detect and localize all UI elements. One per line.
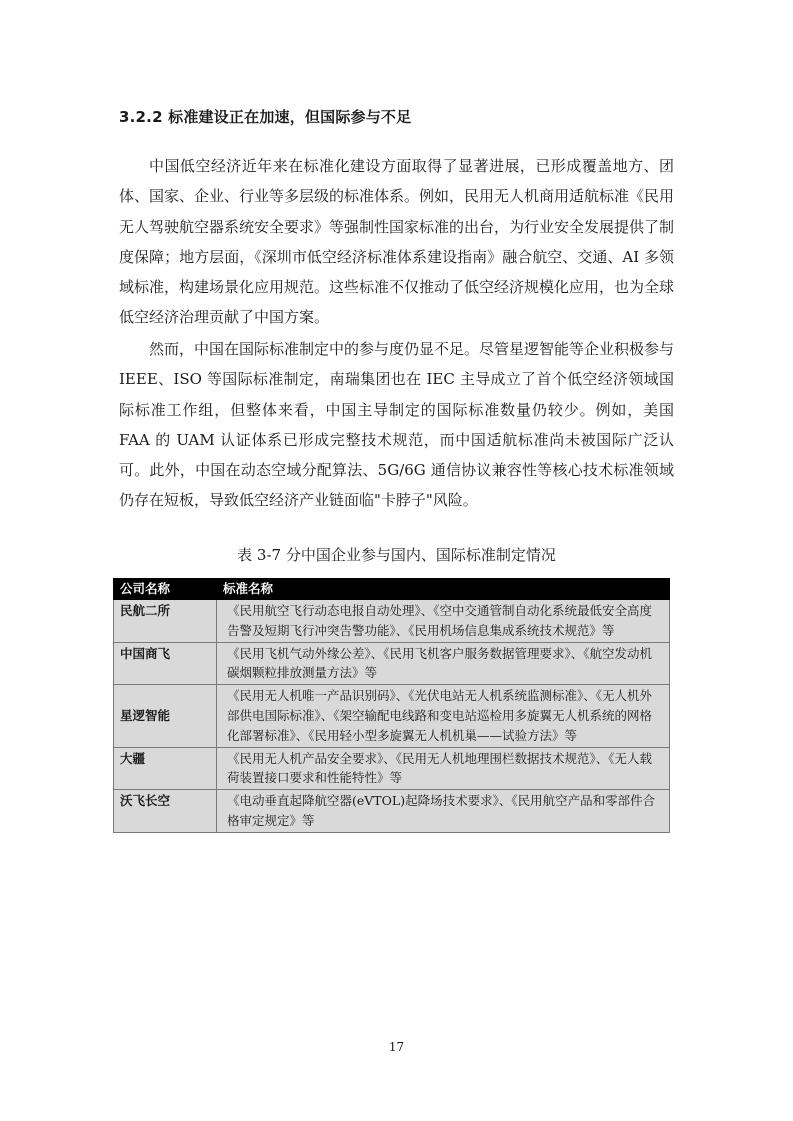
page-number: 17: [388, 1040, 405, 1054]
standards-cell: 《电动垂直起降航空器(eVTOL)起降场技术要求》、《民用航空产品和零部件合格审定规定》等: [217, 790, 670, 833]
standards-cell: 《民用无人机产品安全要求》、《民用无人机地理围栏数据技术规范》、《无人载荷装置接口要求和性能特性》等: [217, 747, 670, 790]
company-cell: 中国商飞: [114, 642, 217, 685]
company-cell: 星逻智能: [114, 685, 217, 747]
table-row: [114, 642, 670, 685]
company-cell: 民航二所: [114, 600, 217, 643]
standards-cell: 《民用航空飞行动态电报自动处理》、《空中交通管制自动化系统最低安全高度告警及短期飞行冲突告警功能》、《民用机场信息集成系统技术规范》等: [217, 600, 670, 643]
body-paragraph: 中国低空经济近年来在标准化建设方面取得了显著进展，已形成覆盖地方、团体、国家、企业、行业等多层级的标准体系。例如，民用无人机商用适航标准《民用无人驾驶航空器系统安全要求》等强制性国家标准的出台，为行业安全发展提供了制度保障；地方层面，《深圳市低空经济标准体系建设指南》融合航空、交通、AI 多领域标准，构建场景化应用规范。这些标准不仅推动了低空经济规模化应用，也为全球低空经济治理贡献了中国方案。: [119, 157, 675, 327]
table-row: [114, 600, 670, 643]
standards-cell: 《民用飞机气动外缘公差》、《民用飞机客户服务数据管理要求》、《航空发动机碳烟颗粒排放测量方法》等: [217, 642, 670, 685]
table-row: [114, 790, 670, 833]
table-caption: 表 3-7 分中国企业参与国内、国际标准制定情况: [237, 546, 556, 564]
header-standards: 标准名称: [217, 579, 670, 600]
company-cell: 沃飞长空: [114, 790, 217, 833]
standards-cell: 《民用无人机唯一产品识别码》、《光伏电站无人机系统监测标准》、《无人机外部供电国际标准》、《架空输配电线路和变电站巡检用多旋翼无人机系统的网格化部署标准》、《民用轻小型多旋翼无人机机巢——试验方法》等: [217, 685, 670, 747]
table-row: [114, 747, 670, 790]
standards-table: [113, 578, 670, 833]
table-row: [114, 685, 670, 747]
table-header-row: [114, 579, 670, 600]
company-cell: 大疆: [114, 747, 217, 790]
section-heading: 3.2.2 标准建设正在加速，但国际参与不足: [119, 108, 412, 126]
header-company: 公司名称: [114, 579, 217, 600]
body-paragraph: 然而，中国在国际标准制定中的参与度仍显不足。尽管星逻智能等企业积极参与 IEEE、ISO 等国际标准制定，南瑞集团也在 IEC 主导成立了首个低空经济领域国际标准工作组，但整体来看，中国主导制定的国际标准数量仍较少。例如，美国 FAA 的 UAM 认证体系已形成完整技术规范，而中国适航标准尚未被国际广泛认可。此外，中国在动态空域分配算法、5G/6G 通信协议兼容性等核心技术标准领域仍存在短板，导致低空经济产业链面临"卡脖子"风险。: [119, 340, 675, 510]
